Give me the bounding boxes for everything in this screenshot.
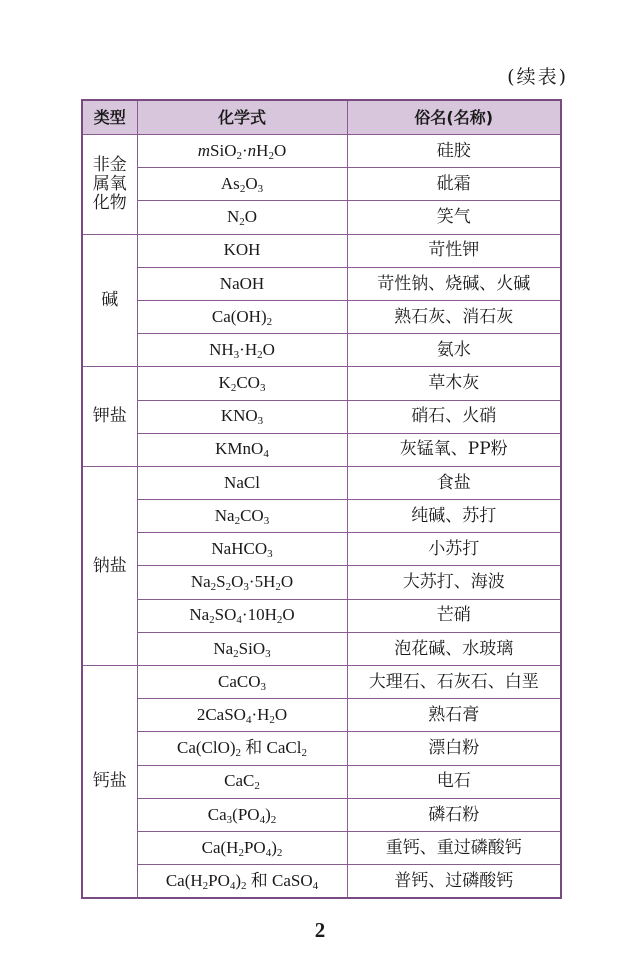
formula-text: Ca(OH) [211, 306, 267, 326]
formula-text: (PO [232, 804, 260, 824]
formula-text: 和 CaCl [241, 738, 302, 758]
common-name-cell: 普钙、过磷酸钙 [347, 865, 561, 899]
common-name-cell: 苛性钠、烧碱、火碱 [347, 267, 561, 300]
formula-text: As [220, 173, 240, 193]
formula-text: CaCO [218, 671, 261, 691]
formula-cell [137, 699, 347, 732]
formula-cell [137, 267, 347, 300]
formula-cell [137, 865, 347, 899]
formula-text: CaC [224, 771, 255, 791]
category-label: 化物 [92, 192, 127, 213]
category-cell [82, 666, 137, 899]
category-label: 钠盐 [92, 555, 127, 576]
formula-text: ) [271, 837, 277, 857]
formula-text: Na [214, 505, 235, 525]
formula-subscript: 2 [230, 382, 237, 395]
table-row [82, 367, 561, 400]
formula-text: SO [214, 605, 237, 625]
formula-subscript: 2 [236, 149, 242, 162]
table-row [82, 865, 561, 899]
table-row [82, 234, 561, 267]
formula-text: O [231, 572, 244, 592]
table-row [82, 533, 561, 566]
formula-text: O [273, 140, 287, 160]
formula-text: Na [190, 572, 211, 592]
formula-text: CO [240, 505, 264, 525]
formula-subscript: 2 [275, 581, 281, 594]
formula-cell [137, 367, 347, 400]
formula-subscript: 2 [233, 647, 239, 660]
common-name-cell: 泡花碱、水玻璃 [347, 632, 561, 665]
table-row [82, 433, 561, 466]
formula-cell [137, 798, 347, 831]
formula-text: K [218, 373, 231, 393]
formula-text: ·10H [241, 605, 277, 625]
formula-subscript: 3 [226, 813, 233, 826]
formula-text: O [262, 339, 275, 359]
common-name-cell: 纯碱、苏打 [347, 500, 561, 533]
category-label: 碱 [101, 290, 119, 311]
table-header-row [82, 100, 561, 135]
formula-subscript: 2 [270, 813, 277, 826]
formula-cell [137, 400, 347, 433]
common-name-cell: 灰锰氧、PP粉 [347, 433, 561, 466]
formula-subscript: 2 [254, 780, 260, 793]
table-row [82, 466, 561, 499]
formula-subscript: 2 [239, 182, 246, 195]
common-name-cell: 硅胶 [347, 135, 561, 168]
formula-cell [137, 666, 347, 699]
table-row [82, 566, 561, 599]
formula-text: O [245, 173, 258, 193]
formula-subscript: 2 [266, 315, 273, 328]
formula-text: PO [208, 870, 230, 890]
category-cell [82, 466, 137, 665]
formula-text: S [216, 572, 226, 592]
formula-subscript: 3 [263, 514, 270, 527]
category-cell [82, 234, 137, 367]
formula-subscript: 2 [241, 879, 247, 892]
common-name-cell: 熟石膏 [347, 699, 561, 732]
formula-subscript: 2 [268, 149, 274, 162]
formula-subscript: 3 [267, 548, 273, 560]
formula-text: ) [265, 804, 271, 824]
formula-subscript: 4 [229, 879, 236, 892]
formula-subscript: 4 [236, 614, 242, 627]
formula-subscript: 2 [202, 879, 209, 892]
table-row [82, 135, 561, 168]
common-name-cell: 芒硝 [347, 599, 561, 632]
formula-subscript: 4 [259, 813, 266, 826]
formula-cell [137, 433, 347, 466]
formula-text: ·H [239, 339, 258, 359]
common-name-cell: 电石 [347, 765, 561, 798]
formula-cell [137, 831, 347, 864]
formula-text: KMnO [215, 439, 264, 459]
formula-cell [137, 500, 347, 533]
table-row [82, 599, 561, 632]
formula-subscript: 3 [260, 680, 266, 693]
formula-text: 2CaSO [196, 704, 246, 724]
formula-text: Ca(H [201, 837, 239, 857]
formula-text: PO [243, 837, 266, 857]
formula-subscript: 2 [239, 216, 245, 229]
formula-text: O [244, 207, 258, 227]
table-row [82, 666, 561, 699]
formula-subscript: 3 [257, 182, 264, 195]
header-formula: 化学式 [137, 100, 347, 135]
table-row [82, 500, 561, 533]
formula-cell [137, 732, 347, 765]
formula-cell [137, 234, 347, 267]
table-row [82, 632, 561, 665]
formula-subscript: 2 [225, 581, 232, 594]
formula-text: Ca(ClO) [177, 738, 236, 758]
formula-subscript: 3 [259, 382, 266, 395]
common-name-cell: 磷石粉 [347, 798, 561, 831]
common-name-cell: 笑气 [347, 201, 561, 234]
table-row [82, 765, 561, 798]
formula-text: · [242, 140, 248, 160]
formula-cell [137, 566, 347, 599]
table-body [82, 135, 561, 899]
formula-cell [137, 300, 347, 333]
header-name: 俗名(名称) [347, 100, 561, 135]
category-cell [82, 367, 137, 467]
formula-text: NH [209, 339, 234, 359]
formula-text: 和 CaSO [246, 870, 313, 890]
formula-cell [137, 201, 347, 234]
formula-subscript: 3 [243, 581, 249, 594]
table-row [82, 168, 561, 201]
common-name-cell: 重钙、重过磷酸钙 [347, 831, 561, 864]
category-label: 钾盐 [92, 406, 127, 427]
formula-text: KNO [220, 406, 258, 426]
formula-text: Ca [207, 804, 227, 824]
formula-text: ) [235, 870, 242, 890]
category-label: 非金 [92, 155, 127, 176]
formula-cell [137, 533, 347, 566]
formula-subscript: 2 [234, 514, 241, 527]
formula-text: O [282, 605, 295, 625]
formula-text: CO [236, 373, 260, 393]
formula-subscript: 2 [269, 713, 275, 726]
formula-text: n [247, 140, 257, 160]
formula-text: ·5H [248, 572, 276, 592]
formula-text: NaOH [219, 273, 265, 293]
formula-text: Na [189, 605, 210, 625]
formula-subscript: 4 [245, 713, 252, 726]
common-name-cell: 草木灰 [347, 367, 561, 400]
formula-text: O [274, 704, 288, 724]
table-row [82, 300, 561, 333]
formula-text: m [197, 140, 211, 160]
common-name-cell: 漂白粉 [347, 732, 561, 765]
formula-text: SiO [238, 638, 266, 658]
formula-text: KOH [223, 240, 261, 260]
common-name-cell: 食盐 [347, 466, 561, 499]
formula-text: SiO [210, 140, 237, 160]
formula-cell [137, 632, 347, 665]
continued-label: (续表) [507, 66, 568, 88]
table-row [82, 732, 561, 765]
common-name-cell: 大理石、石灰石、白垩 [347, 666, 561, 699]
table-row [82, 201, 561, 234]
category-cell [82, 135, 137, 235]
common-name-cell: 苛性钾 [347, 234, 561, 267]
table-row [82, 267, 561, 300]
formula-text: Ca(H [165, 870, 203, 890]
formula-text: NaHCO [211, 539, 268, 558]
category-label: 钙盐 [92, 771, 127, 792]
formula-subscript: 2 [210, 581, 217, 594]
formula-subscript: 2 [238, 846, 244, 859]
common-name-cell: 氨水 [347, 334, 561, 367]
category-label: 属氧 [92, 173, 127, 194]
formula-subscript: 2 [276, 614, 283, 627]
table-row [82, 831, 561, 864]
formula-cell [137, 135, 347, 168]
table-row [82, 798, 561, 831]
formula-subscript: 2 [301, 747, 307, 760]
formula-subscript: 2 [257, 348, 263, 361]
formula-text: H [256, 140, 269, 160]
formula-subscript: 4 [312, 879, 319, 892]
formula-cell [137, 168, 347, 201]
formula-subscript: 3 [233, 348, 240, 361]
formula-text: O [280, 572, 294, 592]
table-row [82, 334, 561, 367]
formula-text: ·H [251, 704, 270, 724]
formula-text: NaCl [224, 472, 260, 492]
formula-cell [137, 466, 347, 499]
page-number: 2 [314, 918, 326, 942]
common-name-cell: 熟石灰、消石灰 [347, 300, 561, 333]
common-name-cell: 小苏打 [347, 533, 561, 566]
formula-cell [137, 599, 347, 632]
header-type: 类型 [82, 100, 137, 135]
formula-subscript: 3 [257, 415, 264, 428]
table-row [82, 699, 561, 732]
common-name-cell: 硝石、火硝 [347, 400, 561, 433]
formula-text: N [226, 207, 240, 227]
chemical-table [81, 99, 562, 899]
formula-subscript: 4 [265, 846, 272, 859]
common-name-cell: 大苏打、海波 [347, 566, 561, 599]
formula-text: Na [213, 638, 234, 658]
formula-subscript: 2 [235, 747, 242, 760]
formula-cell [137, 334, 347, 367]
common-name-cell: 砒霜 [347, 168, 561, 201]
formula-subscript: 4 [263, 448, 269, 461]
formula-subscript: 2 [209, 614, 215, 627]
formula-subscript: 2 [276, 846, 283, 859]
formula-subscript: 3 [265, 647, 271, 660]
table-row [82, 400, 561, 433]
formula-cell [137, 765, 347, 798]
